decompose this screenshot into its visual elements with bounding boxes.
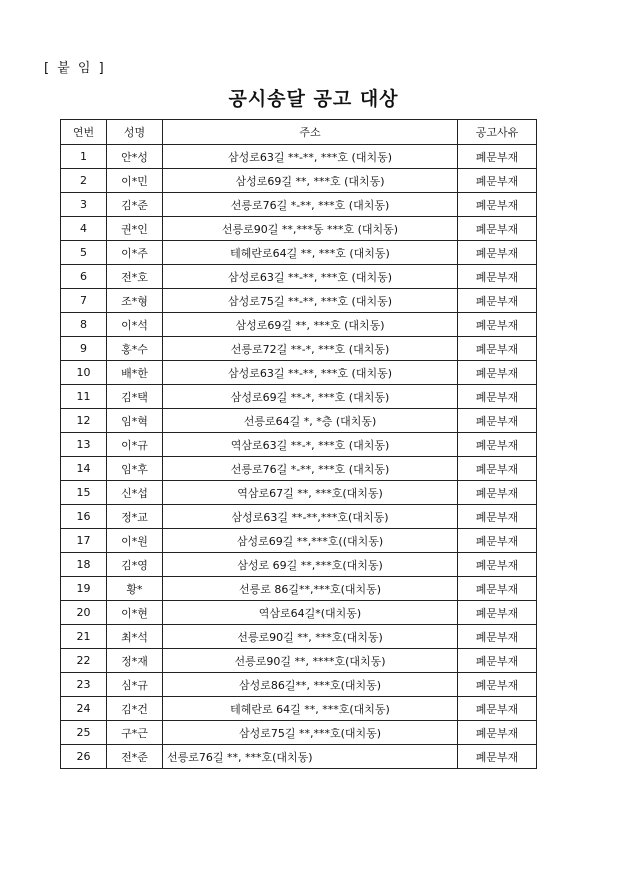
notice-reason-cell: 폐문부재 xyxy=(458,241,537,265)
notice-reason-cell: 폐문부재 xyxy=(458,721,537,745)
address-cell: 선릉로72길 **-*, ***호 (대치동) xyxy=(163,337,458,361)
notice-reason-cell: 폐문부재 xyxy=(458,673,537,697)
name-cell: 정*교 xyxy=(107,505,163,529)
table-row xyxy=(61,409,537,433)
serial-number-cell: 3 xyxy=(61,193,107,217)
serial-number-cell: 4 xyxy=(61,217,107,241)
notice-reason-cell: 폐문부재 xyxy=(458,745,537,769)
table-row xyxy=(61,673,537,697)
serial-number-cell: 24 xyxy=(61,697,107,721)
notice-reason-cell: 폐문부재 xyxy=(458,385,537,409)
serial-number-cell: 16 xyxy=(61,505,107,529)
address-cell: 삼성로75길 **,***호(대치동) xyxy=(163,721,458,745)
notice-reason-cell: 폐문부재 xyxy=(458,505,537,529)
serial-number-cell: 2 xyxy=(61,169,107,193)
table-row xyxy=(61,697,537,721)
serial-number-cell: 20 xyxy=(61,601,107,625)
serial-number-cell: 19 xyxy=(61,577,107,601)
notice-reason-cell: 폐문부재 xyxy=(458,265,537,289)
name-cell: 임*혁 xyxy=(107,409,163,433)
notice-reason-cell: 폐문부재 xyxy=(458,649,537,673)
name-cell: 이*현 xyxy=(107,601,163,625)
notice-reason-cell: 폐문부재 xyxy=(458,337,537,361)
address-cell: 삼성로86길**, ***호(대치동) xyxy=(163,673,458,697)
name-cell: 황* xyxy=(107,577,163,601)
notice-reason-cell: 폐문부재 xyxy=(458,433,537,457)
notice-reason-cell: 폐문부재 xyxy=(458,601,537,625)
name-cell: 김*건 xyxy=(107,697,163,721)
header-notice-reason: 공고사유 xyxy=(458,120,537,145)
serial-number-cell: 15 xyxy=(61,481,107,505)
name-cell: 임*후 xyxy=(107,457,163,481)
notice-reason-cell: 폐문부재 xyxy=(458,481,537,505)
notice-reason-cell: 폐문부재 xyxy=(458,193,537,217)
header-serial-number: 연번 xyxy=(61,120,107,145)
name-cell: 조*형 xyxy=(107,289,163,313)
serial-number-cell: 14 xyxy=(61,457,107,481)
address-cell: 삼성로69길 **-*, ***호 (대치동) xyxy=(163,385,458,409)
table-row xyxy=(61,385,537,409)
serial-number-cell: 5 xyxy=(61,241,107,265)
name-cell: 김*영 xyxy=(107,553,163,577)
address-cell: 선릉로76길 *-**, ***호 (대치동) xyxy=(163,193,458,217)
address-cell: 선릉로90길 **, ****호(대치동) xyxy=(163,649,458,673)
notice-reason-cell: 폐문부재 xyxy=(458,457,537,481)
table-row xyxy=(61,505,537,529)
address-cell: 선릉로76길 *-**, ***호 (대치동) xyxy=(163,457,458,481)
name-cell: 정*재 xyxy=(107,649,163,673)
notice-reason-cell: 폐문부재 xyxy=(458,169,537,193)
address-cell: 테헤란로 64길 **, ***호(대치동) xyxy=(163,697,458,721)
address-cell: 역삼로64길*(대치동) xyxy=(163,601,458,625)
name-cell: 이*석 xyxy=(107,313,163,337)
name-cell: 이*민 xyxy=(107,169,163,193)
page-title: 공시송달 공고 대상 xyxy=(228,88,399,110)
serial-number-cell: 21 xyxy=(61,625,107,649)
address-cell: 삼성로63길 **-**, ***호 (대치동) xyxy=(163,265,458,289)
serial-number-cell: 12 xyxy=(61,409,107,433)
name-cell: 이*원 xyxy=(107,529,163,553)
address-cell: 선릉로90길 **, ***호(대치동) xyxy=(163,625,458,649)
address-cell: 선릉로 86길**,***호(대치동) xyxy=(163,577,458,601)
table-row xyxy=(61,169,537,193)
table-row xyxy=(61,193,537,217)
address-cell: 역삼로63길 **-*, ***호 (대치동) xyxy=(163,433,458,457)
name-cell: 전*준 xyxy=(107,745,163,769)
notice-reason-cell: 폐문부재 xyxy=(458,625,537,649)
address-cell: 삼성로69길 **, ***호 (대치동) xyxy=(163,169,458,193)
table-row xyxy=(61,553,537,577)
address-cell: 선릉로90길 **,***동 ***호 (대치동) xyxy=(163,217,458,241)
name-cell: 권*인 xyxy=(107,217,163,241)
serial-number-cell: 7 xyxy=(61,289,107,313)
table-row xyxy=(61,145,537,169)
serial-number-cell: 1 xyxy=(61,145,107,169)
serial-number-cell: 9 xyxy=(61,337,107,361)
address-cell: 삼성로 69길 **,***호(대치동) xyxy=(163,553,458,577)
notice-reason-cell: 폐문부재 xyxy=(458,361,537,385)
address-cell: 삼성로69길 **, ***호 (대치동) xyxy=(163,313,458,337)
table-row xyxy=(61,289,537,313)
address-cell: 삼성로63길 **-**, ***호 (대치동) xyxy=(163,145,458,169)
address-cell: 선릉로64길 *, *층 (대치동) xyxy=(163,409,458,433)
name-cell: 김*준 xyxy=(107,193,163,217)
table-row xyxy=(61,241,537,265)
serial-number-cell: 18 xyxy=(61,553,107,577)
name-cell: 안*성 xyxy=(107,145,163,169)
table-row xyxy=(61,625,537,649)
serial-number-cell: 17 xyxy=(61,529,107,553)
serial-number-cell: 23 xyxy=(61,673,107,697)
notice-target-table xyxy=(60,119,537,769)
table-row xyxy=(61,601,537,625)
notice-reason-cell: 폐문부재 xyxy=(458,577,537,601)
table-row xyxy=(61,577,537,601)
notice-reason-cell: 폐문부재 xyxy=(458,217,537,241)
table-row xyxy=(61,745,537,769)
table-row xyxy=(61,649,537,673)
table-row xyxy=(61,481,537,505)
serial-number-cell: 6 xyxy=(61,265,107,289)
name-cell: 이*주 xyxy=(107,241,163,265)
name-cell: 심*규 xyxy=(107,673,163,697)
serial-number-cell: 25 xyxy=(61,721,107,745)
address-cell: 삼성로69길 **,***호((대치동) xyxy=(163,529,458,553)
address-cell: 역삼로67길 **, ***호(대치동) xyxy=(163,481,458,505)
address-cell: 삼성로75길 **-**, ***호 (대치동) xyxy=(163,289,458,313)
header-name: 성명 xyxy=(107,120,163,145)
serial-number-cell: 10 xyxy=(61,361,107,385)
notice-reason-cell: 폐문부재 xyxy=(458,409,537,433)
table-row xyxy=(61,217,537,241)
address-cell: 테헤란로64길 **, ***호 (대치동) xyxy=(163,241,458,265)
serial-number-cell: 26 xyxy=(61,745,107,769)
serial-number-cell: 8 xyxy=(61,313,107,337)
table-row xyxy=(61,361,537,385)
table-row xyxy=(61,337,537,361)
name-cell: 최*석 xyxy=(107,625,163,649)
table-row xyxy=(61,265,537,289)
name-cell: 신*섭 xyxy=(107,481,163,505)
attachment-label: [ 붙 임 ] xyxy=(44,61,106,76)
name-cell: 이*규 xyxy=(107,433,163,457)
address-cell: 선릉로76길 **, ***호(대치동) xyxy=(163,745,458,769)
name-cell: 구*근 xyxy=(107,721,163,745)
table-row xyxy=(61,313,537,337)
header-address: 주소 xyxy=(163,120,458,145)
serial-number-cell: 13 xyxy=(61,433,107,457)
notice-reason-cell: 폐문부재 xyxy=(458,697,537,721)
name-cell: 김*택 xyxy=(107,385,163,409)
notice-reason-cell: 폐문부재 xyxy=(458,313,537,337)
table-row xyxy=(61,433,537,457)
address-cell: 삼성로63길 **-**,***호(대치동) xyxy=(163,505,458,529)
name-cell: 배*한 xyxy=(107,361,163,385)
name-cell: 홍*수 xyxy=(107,337,163,361)
notice-reason-cell: 폐문부재 xyxy=(458,529,537,553)
serial-number-cell: 22 xyxy=(61,649,107,673)
notice-reason-cell: 폐문부재 xyxy=(458,145,537,169)
address-cell: 삼성로63길 **-**, ***호 (대치동) xyxy=(163,361,458,385)
table-row xyxy=(61,457,537,481)
table-header-row xyxy=(61,120,537,145)
notice-reason-cell: 폐문부재 xyxy=(458,553,537,577)
notice-reason-cell: 폐문부재 xyxy=(458,289,537,313)
table-row xyxy=(61,529,537,553)
serial-number-cell: 11 xyxy=(61,385,107,409)
table-row xyxy=(61,721,537,745)
name-cell: 전*호 xyxy=(107,265,163,289)
